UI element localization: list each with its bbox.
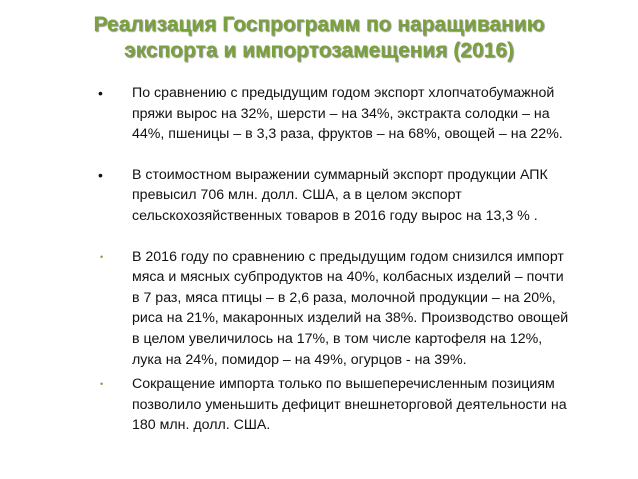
bullet-marker: • [100, 251, 104, 262]
slide-title-line-1: Реализация Госпрограмм по наращиванию [93, 13, 545, 36]
bullet-text-line: риса на 21%, макаронных изделий на 38%. Производство овощей [132, 310, 569, 327]
bullet-item-trade-deficit [98, 374, 618, 436]
bullet-marker: • [98, 85, 103, 101]
bullet-text-line: пряжи вырос на 32%, шерсти – на 34%, экстракта солодки – на [132, 105, 550, 122]
bullet-text-line: в целом увеличилось на 17%, в том числе картофеля на 12%, [132, 330, 543, 347]
bullet-item-import-reduction [98, 247, 618, 371]
bullet-text-line: лука на 24%, помидор – на 49%, огурцов - на 39%. [132, 351, 467, 368]
bullet-list [98, 83, 618, 436]
bullet-text-line: мяса и мясных субпродуктов на 40%, колбасных изделий – почти [132, 269, 564, 286]
bullet-text-line: 44%, пшеницы – в 3,3 раза, фруктов – на 68%, овощей – на 22%. [132, 126, 563, 143]
bullet-marker: • [98, 166, 103, 183]
slide-title-line-2: экспорта и импортозамещения (2016) [123, 39, 515, 62]
bullet-text-line: в 7 раз, мяса птицы – в 2,6 раза, молочной продукции – на 20%, [132, 289, 556, 306]
bullet-text-line: превысил 706 млн. долл. США, а в целом экспорт [132, 187, 462, 204]
bullet-marker: • [100, 379, 104, 390]
bullet-text-line: сельскохозяйственных товаров в 2016 году вырос на 13,3 % . [132, 207, 538, 224]
slide-title [60, 12, 578, 64]
bullet-text-line: Сокращение импорта только по вышеперечисленным позициям [132, 376, 555, 393]
bullet-text-line: 180 млн. долл. США. [132, 417, 271, 434]
bullet-text-line: В 2016 году по сравнению с предыдущим годом снизился импорт [132, 248, 564, 265]
bullet-text-line: позволило уменьшить дефицит внешнеторговой деятельности на [132, 396, 567, 413]
bullet-item-export-growth [98, 83, 618, 145]
bullet-text-line: В стоимостном выражении суммарный экспорт продукции АПК [132, 166, 548, 183]
bullet-item-export-value [98, 165, 618, 227]
bullet-text-line: По сравнению с предыдущим годом экспорт хлопчатобумажной [132, 85, 555, 101]
